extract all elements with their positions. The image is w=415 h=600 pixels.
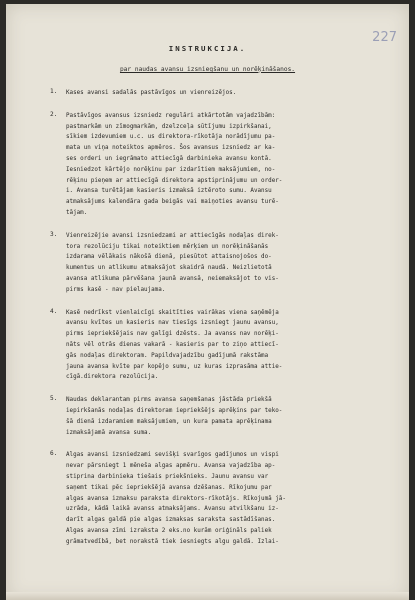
- item-text-line: stiprina darbinieka tiešais priekšnieks. Jaunu avansu var: [66, 473, 269, 480]
- page-number: 227: [372, 30, 397, 45]
- item-text-line: rēķinu pieņem ar attiecīgā direktora apstiprinājumu un order-: [66, 177, 283, 184]
- page-bottom-edge: [6, 592, 409, 600]
- item-text-line: pirms kasē - nav pielaujama.: [66, 286, 166, 293]
- item-text-line: grāmatvedībā, bet norakstā tiek iesniegts algu galdā. Izlai-: [66, 538, 279, 545]
- item-text-line: avansu kvītes un kasieris nav tiesīgs izsniegt jaunu avansu,: [66, 320, 279, 327]
- item-number: 4.: [50, 307, 58, 315]
- item-text-line: uzrāda, kādā laikā avanss atmaksājams. Avansu atvilkšanu iz-: [66, 506, 279, 513]
- item-text-line: Kases avansi sadalās pastāvīgos un vienreizējos.: [66, 90, 237, 96]
- instruction-item: [50, 308, 390, 384]
- item-text-line: cīgā.direktora rezolūcija.: [66, 374, 159, 381]
- item-text-line: kumentus un atlikumu atmaksājot skaidrā naudā. Neizlietotā: [66, 265, 272, 272]
- item-text-line: nevar pārsniegt 1 mēneša algas apmēru. Avansa vajadzība ap-: [66, 463, 276, 470]
- item-text-line: Naudas deklarantam pirms avansa saņemšanas jāstāda priekšā: [66, 397, 272, 404]
- item-number: 1.: [50, 88, 58, 95]
- item-text-line: Kasē nedrīkst vienlaicīgi skaitīties vairākas viena saņēmēja: [66, 309, 279, 316]
- instruction-item: [50, 395, 390, 438]
- item-number: 6.: [50, 450, 58, 458]
- item-text-line: pastmarkām un zīmogmarkām, dzelzceļa sūtījumu izpirkšanai,: [66, 123, 272, 130]
- item-text-line: Vienreizējie avansi izsniedzami ar attiecīgās nodaļas direk-: [66, 232, 279, 239]
- item-text-line: i. Avansa turētājam kasieris izmaksā iztēroto sumu. Avansu: [66, 188, 272, 195]
- item-text-line: Iesniedzot kārtējo norēķinu par izdarītiem maksājumiem, no-: [66, 166, 276, 173]
- item-number: 2.: [50, 110, 58, 118]
- item-text-line: sīkiem izdevumiem u.c. us direktora-rīkotāja norādījumu pa-: [66, 134, 276, 141]
- item-number: 5.: [50, 395, 58, 403]
- item-text-line: Pastāvīgos avansus izsniedz regulāri atkārtotām vajadzībām:: [66, 112, 276, 119]
- item-text-line: izmaksājamā avansa suma.: [66, 429, 152, 436]
- item-text-line: tājam.: [66, 209, 88, 216]
- item-text-line: algas avansa izmaksu paraksta direktors-rīkotājs. Rīkojumā jā-: [66, 495, 286, 502]
- document-subtitle: par naudas avansu izsniegšanu un norēķināšanos.: [119, 66, 296, 73]
- document-page: [6, 4, 409, 600]
- item-text-line: Algas avansi izsniedzami sevišķi svarīgos gadījumos un vispi: [66, 452, 279, 459]
- item-text-line: šā dienā izdaramiem maksājumiem, un kura pamata aprēķinama: [66, 418, 272, 425]
- item-text-line: Algas avansa zīmi izraksta 2 eks.no kurām oriģināls paliek: [66, 527, 272, 534]
- item-text-line: pirms iepriekšējais nav galīgi dzēsts. Ja avanss nav norēķi-: [66, 331, 279, 338]
- item-text-line: tora rezolūciju tikai noteiktiem mērķiem un norēķināšanās: [66, 243, 269, 250]
- item-text-line: darīt algas galdā pie algas izmaksas saraksta sastādīšanas.: [66, 517, 276, 524]
- instruction-item: [50, 231, 390, 296]
- instruction-item: [50, 88, 390, 99]
- item-text-line: ses orderi un iegrāmato attiecīgā darbinieka avansu kontā.: [66, 155, 272, 162]
- item-number: 3.: [50, 230, 58, 238]
- item-text-line: gās nodaļas direktoram. Papildvajadzību gadījumā rakstāma: [66, 352, 269, 359]
- instruction-list: [50, 88, 390, 559]
- item-text-line: izdarama vēlākais nākošā dienā, piesūtot attaisnojošos do-: [66, 254, 272, 261]
- item-text-line: nāts vēl otrās dienas vakarā - kasieris par to ziņo attiecī-: [66, 341, 279, 348]
- item-text-line: avansa atlikuma pārvēšana jaunā avansā, neiemaksājot to vis-: [66, 275, 279, 282]
- instruction-item: [50, 450, 390, 547]
- item-text-line: atmaksājums kalendāra gada beigās vai maiņoties avansu turē-: [66, 199, 279, 206]
- instruction-item: [50, 111, 390, 219]
- item-text-line: saņemt tikai pēc iepriekšējā avansa dzēšanas. Rīkojumu par: [66, 484, 272, 491]
- document-title: INSTRUKCIJA.: [168, 44, 247, 53]
- item-text-line: mata un viņa noteiktos apmēros. Šos avansus izsniedz ar ka-: [66, 145, 276, 152]
- item-text-line: iepirkšanās nodaļas direktoram iepriekšējs aprēķins par teko-: [66, 407, 283, 414]
- item-text-line: jauna avansa kvīte par kopējo sumu, uz kuras izprasāma attie-: [66, 363, 283, 370]
